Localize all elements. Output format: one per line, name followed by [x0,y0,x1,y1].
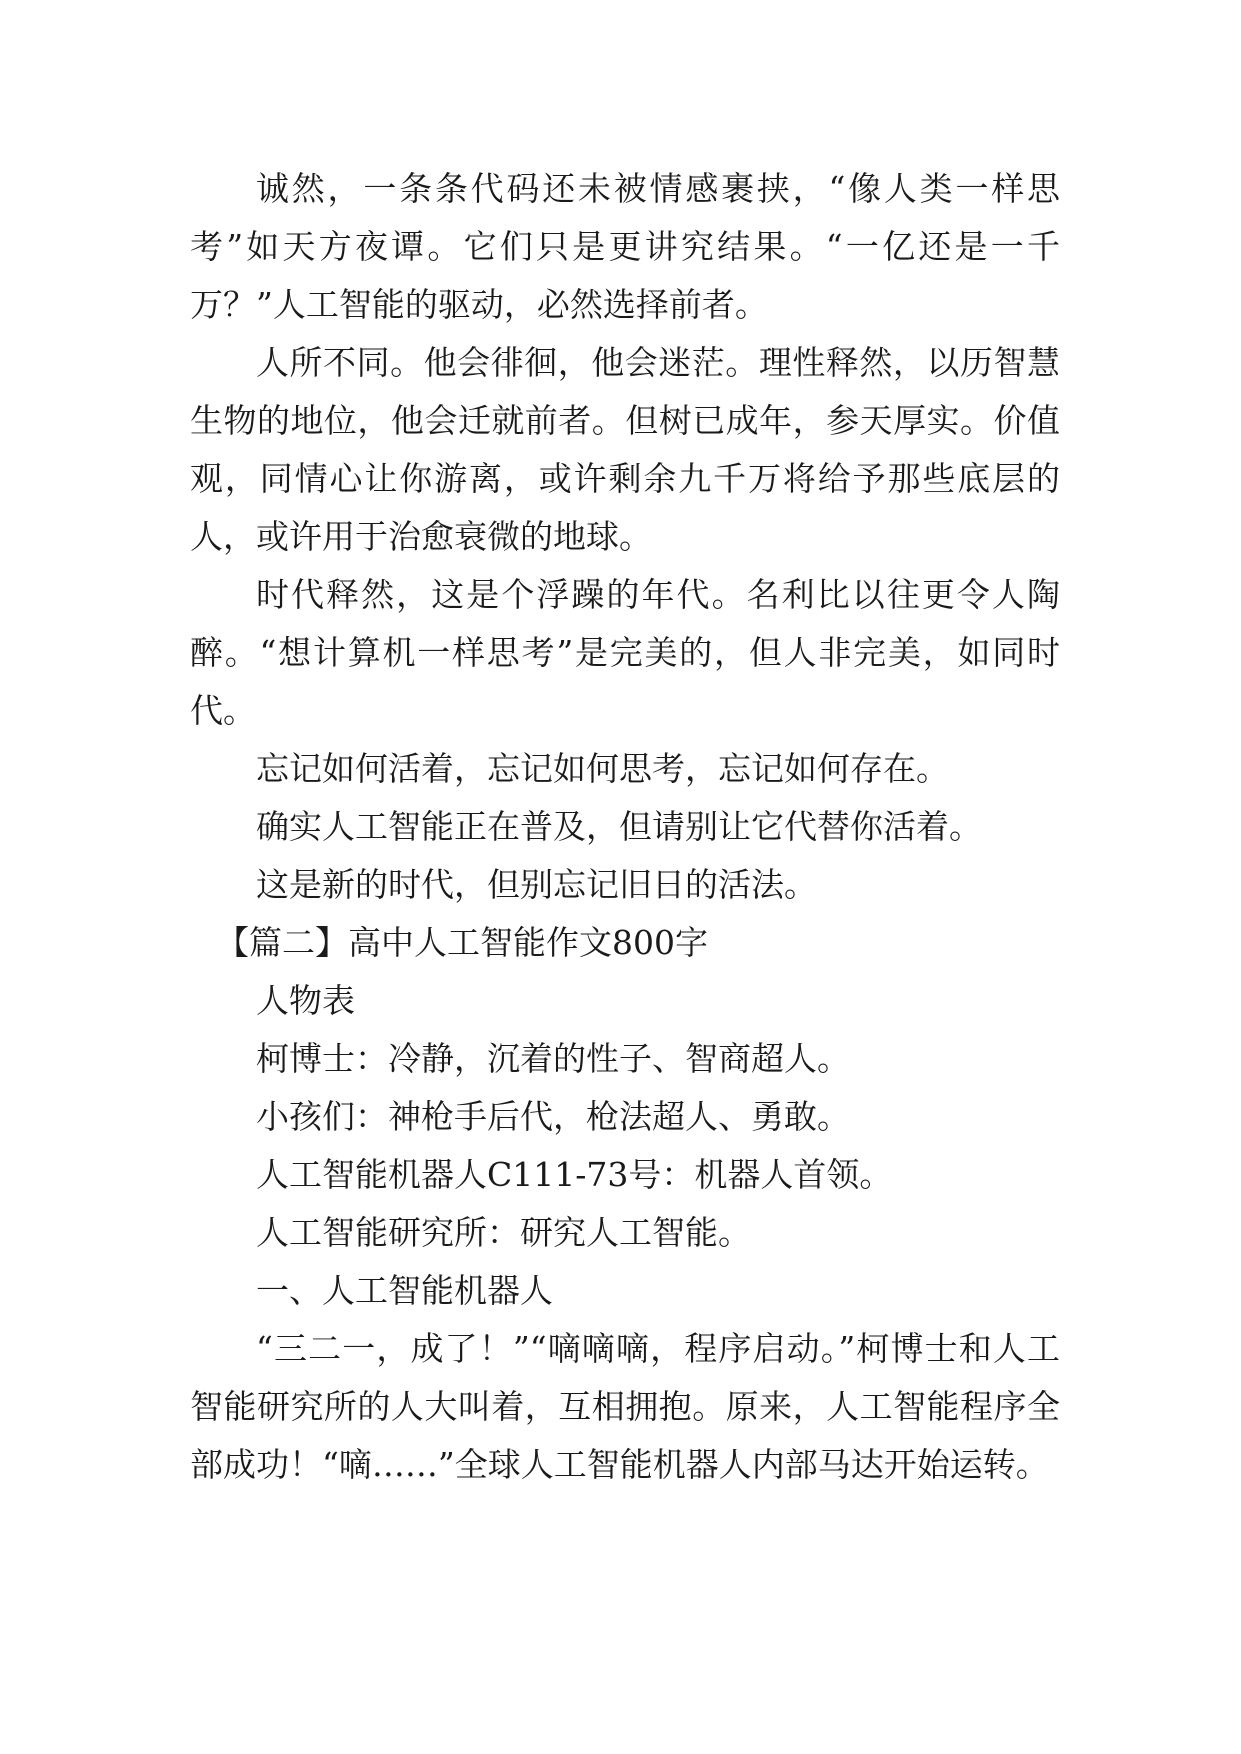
line-forget: 忘记如何活着，忘记如何思考，忘记如何存在。 [256,749,949,788]
text-column [190,160,1060,1494]
chapter-title: 一、人工智能机器人 [256,1271,553,1310]
line-new-era: 这是新的时代，但别忘记旧日的活法。 [256,865,817,904]
cast-item-children: 小孩们：神枪手后代，枪法超人、勇敢。 [256,1097,850,1136]
section-heading: 【篇二】高中人工智能作文800字 [216,923,708,962]
paragraph-story-start: “三二一，成了！”“嘀嘀嘀，程序启动。”柯博士和人工智能研究所的人大叫着，互相拥抱。原来，人工智能程序全部成功！“嘀……”全球人工智能机器人内部马达开始运转。 [190,1329,1060,1484]
paragraph-era: 时代释然，这是个浮躁的年代。名利比以往更令人陶醉。“想计算机一样思考”是完美的，但人非完美，如同时代。 [190,575,1060,730]
paragraph-code-vs-emotion: 诚然，一条条代码还未被情感裹挟，“像人类一样思考”如天方夜谭。它们只是更讲究结果。“一亿还是一千万？”人工智能的驱动，必然选择前者。 [190,169,1060,324]
cast-item-robot: 人工智能机器人C111-73号：机器人首领。 [256,1155,893,1194]
line-ai-spreading: 确实人工智能正在普及，但请别让它代替你活着。 [256,807,982,846]
cast-item-dr-ke: 柯博士：冷静，沉着的性子、智商超人。 [256,1039,850,1078]
cast-item-institute: 人工智能研究所：研究人工智能。 [256,1213,751,1252]
cast-title: 人物表 [256,981,355,1020]
paragraph-human-difference: 人所不同。他会徘徊，他会迷茫。理性释然，以历智慧生物的地位，他会迁就前者。但树已成年，参天厚实。价值观，同情心让你游离，或许剩余九千万将给予那些底层的人，或许用于治愈衰微的地球。 [190,343,1060,556]
